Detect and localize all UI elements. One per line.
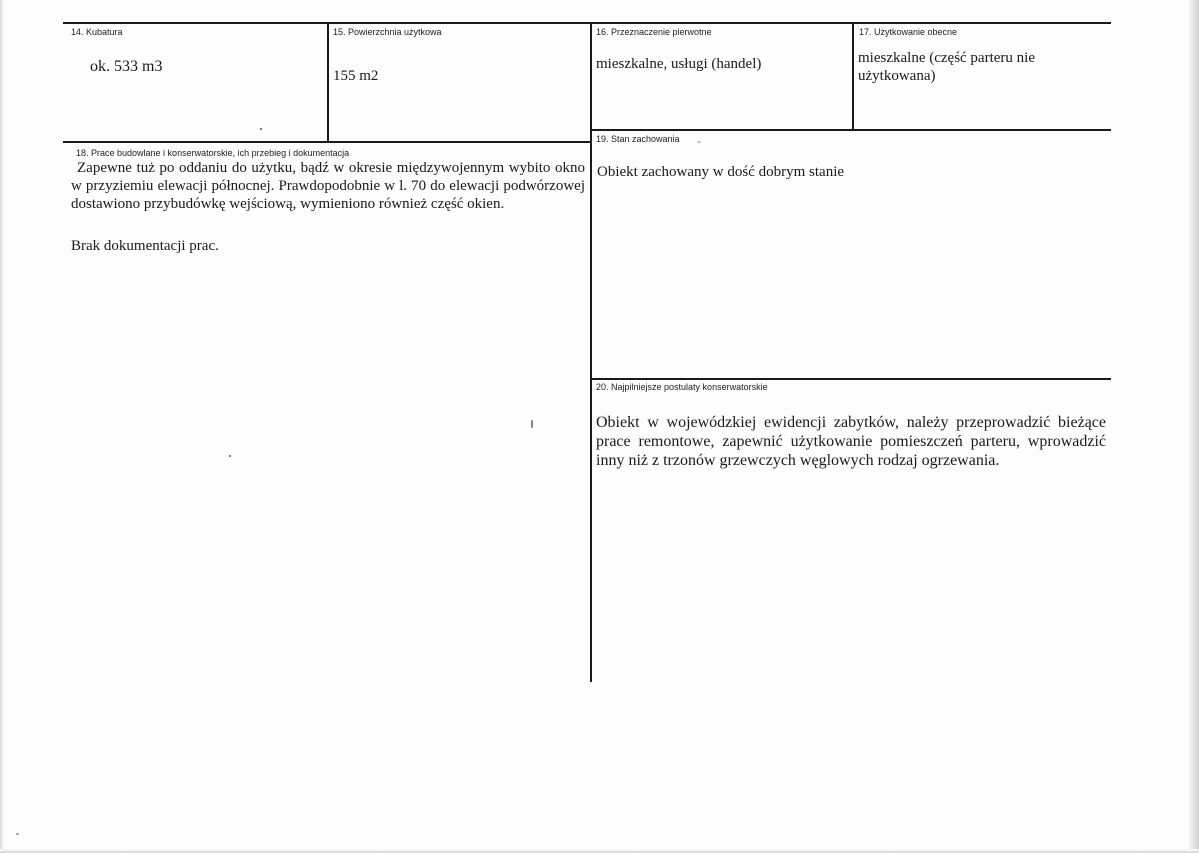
przeznaczenie-value: mieszkalne, usługi (handel) (596, 56, 762, 72)
prace-paragraph: Zapewne tuż po oddaniu do użytku, bądź w okresie międzywojennym wybito okno w przyziemiu elewacji północnej. Prawdopodobnie w l. 70 do elewacji podwórzowej dostawiono przybudówkę wejściową, wymieniono również część okien. (71, 160, 585, 212)
scan-edge-left (0, 0, 4, 853)
center-divider (590, 22, 592, 682)
scan-speck (697, 141, 701, 143)
top-rule (63, 22, 1111, 24)
uzytkowanie-value-line2: użytkowana) (858, 68, 936, 84)
divider-14-15 (327, 22, 329, 142)
rule-above-20 (591, 378, 1111, 380)
scan-speck (16, 833, 19, 835)
uzytkowanie-value-line1: mieszkalne (część parteru nie (858, 50, 1035, 66)
divider-16-17 (852, 22, 854, 130)
scan-speck (531, 420, 533, 428)
prace-note: Brak dokumentacji prac. (71, 238, 219, 254)
scan-edge-right (1187, 0, 1199, 853)
kubatura-label: 14. Kubatura (71, 27, 123, 37)
uzytkowanie-label: 17. Użytkowanie obecne (859, 27, 958, 37)
stan-value: Obiekt zachowany w dość dobrym stanie (597, 164, 845, 180)
powierzchnia-value: 155 m2 (333, 68, 379, 84)
rule-above-18 (63, 141, 591, 143)
stan-label: 19. Stan zachowania (596, 134, 680, 144)
rule-above-19 (591, 129, 1111, 131)
kubatura-value: ok. 533 m3 (90, 58, 163, 75)
scan-speck (229, 455, 231, 457)
przeznaczenie-label: 16. Przeznaczenie pierwotne (596, 27, 712, 37)
postulaty-label: 20. Najpilniejsze postulaty konserwatorskie (596, 382, 768, 392)
prace-label: 18. Prace budowlane i konserwatorskie, ich przebieg i dokumentacja (76, 148, 350, 158)
scan-speck (260, 128, 262, 130)
scan-edge-bottom (0, 849, 1199, 853)
postulaty-paragraph: Obiekt w wojewódzkiej ewidencji zabytków, należy przeprowadzić bieżące prace remontowe, zapewnić użytkowanie pomieszczeń parteru, wprowadzić inny niż z trzonów grzewczych węglowych rodzaj ogrzewania. (596, 414, 1106, 469)
powierzchnia-label: 15. Powierzchnia użytkowa (333, 27, 442, 37)
